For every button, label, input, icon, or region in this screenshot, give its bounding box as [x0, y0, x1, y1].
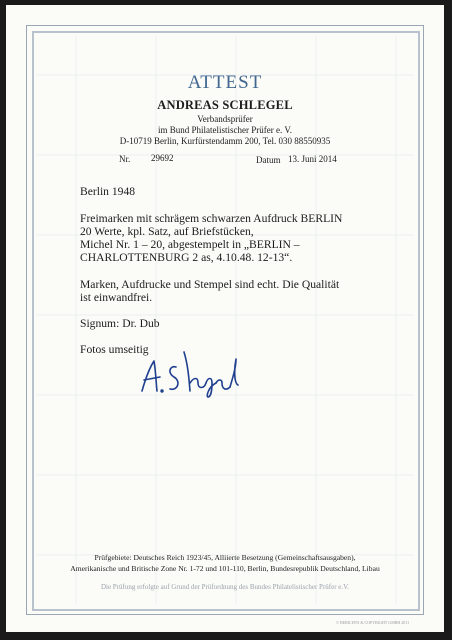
handwritten-signature — [134, 347, 244, 399]
certificate-number: 29692 — [151, 153, 174, 163]
examiner-role: Verbandsprüfer — [197, 114, 253, 124]
examiner-association: im Bund Philatelistischer Prüfer e. V. — [158, 125, 292, 135]
description-line: 20 Werte, kpl. Satz, auf Briefstücken, — [80, 225, 254, 238]
examiner-name: ANDREAS SCHLEGEL — [157, 98, 293, 112]
footer-line: Amerikanische und Britische Zone Nr. 1-72 und 101-110, Berlin, Bundesrepublik Deutschland, Libau — [70, 564, 380, 573]
body-heading: Berlin 1948 — [80, 185, 136, 198]
certificate-title: ATTEST — [187, 72, 263, 93]
date-label: Datum — [256, 155, 281, 165]
examiner-address: D-10719 Berlin, Kurfürstendamm 200, Tel. 030 88550935 — [119, 136, 331, 146]
number-label: Nr. — [119, 154, 131, 164]
description-line: CHARLOTTENBURG 2 as, 4.10.48. 12-13“. — [80, 251, 293, 264]
verdict-line: Marken, Aufdrucke und Stempel sind echt. Die Qualität — [80, 278, 340, 291]
description-line: Freimarken mit schrägem schwarzen Aufdruck BERLIN — [80, 212, 343, 225]
certificate-date: 13. Juni 2014 — [288, 154, 337, 164]
footer-note: Die Prüfung erfolgte auf Grund der Prüfordnung des Bundes Philatelistischer Prüfer e.V. — [100, 583, 350, 591]
footer-line: Prüfgebiete: Deutsches Reich 1923/45, Alliierte Besetzung (Gemeinschaftsausgaben), — [94, 553, 356, 562]
signum: Signum: Dr. Dub — [80, 317, 160, 330]
photos-note: Fotos umseitig — [80, 343, 149, 356]
copyright-text: © BERICHTS & COPYRIGHT GMBH 2011 — [336, 620, 410, 625]
verdict-line: ist einwandfrei. — [80, 291, 153, 304]
certificate-page — [6, 5, 444, 632]
description-line: Michel Nr. 1 – 20, abgestempelt in „BERLIN – — [80, 238, 300, 251]
